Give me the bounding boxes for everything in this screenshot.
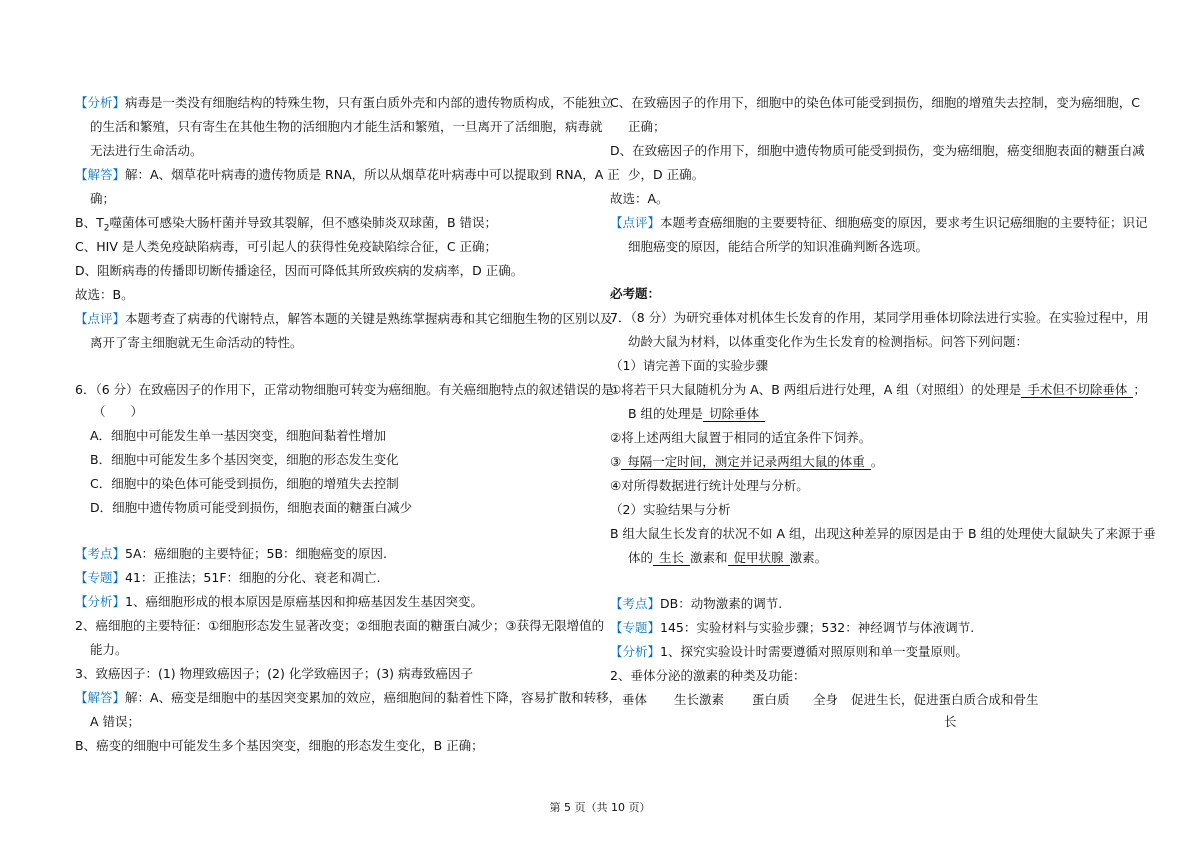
required-section-heading: 必考题： bbox=[610, 286, 661, 301]
q6-analysis-line1: 【分析】1、癌细胞形成的根本原因是原癌基因和抑癌基因发生基因突变。 bbox=[75, 594, 483, 609]
comment-tag: 【点评】 bbox=[75, 311, 126, 326]
q5-answer-line1: 【解答】解：A、烟草花叶病毒的遗传物质是 RNA，所以从烟草花叶病毒中可以提取到 RNA，A 正 bbox=[75, 167, 620, 182]
table-cell-function-line1: 促进生长，促进蛋白质合成和骨生 bbox=[851, 692, 1039, 707]
q5-final-answer: 故选：B。 bbox=[75, 287, 134, 302]
q6-stem-line2: （ ） bbox=[93, 404, 144, 419]
answer-tag: 【解答】 bbox=[75, 167, 126, 182]
analysis-tag: 【分析】 bbox=[610, 644, 661, 659]
analysis-tag: 【分析】 bbox=[75, 95, 126, 110]
q6-analysis-line4: 3、致癌因子：(1) 物理致癌因子；(2) 化学致癌因子；(3) 病毒致癌因子 bbox=[75, 666, 473, 681]
q6-comment-line2: 细胞癌变的原因，能结合所学的知识准确判断各选项。 bbox=[628, 239, 929, 254]
q6-answer-line1: 【解答】解：A、癌变是细胞中的基因突变累加的效应，癌细胞间的黏着性下降，容易扩散和转移， bbox=[75, 690, 622, 705]
q5-option-b: B、$T_2$噬菌体可感染大肠杆菌并导致其裂解，但不感染肺炎双球菌，B 错误； bbox=[75, 215, 498, 234]
knowledge-tag: 【考点】 bbox=[610, 596, 661, 611]
q7-step4: ④对所得数据进行统计处理与分析。 bbox=[610, 478, 809, 493]
q7-analysis-line1: 【分析】1、探究实验设计时需要遵循对照原则和单一变量原则。 bbox=[610, 644, 968, 659]
q6-option-b: B．细胞中可能发生多个基因突变，细胞的形态发生变化 bbox=[90, 452, 399, 467]
answer-tag: 【解答】 bbox=[75, 690, 126, 705]
q7-step1-b: B 组的处理是 切除垂体 bbox=[628, 406, 765, 422]
q7-stem-line1: 7．（8 分）为研究垂体对机体生长发育的作用，某同学用垂体切除法进行实验。在实验过程中，用 bbox=[610, 310, 1149, 325]
comment-tag: 【点评】 bbox=[610, 215, 661, 230]
q7-result-line1: B 组大鼠生长发育的状况不如 A 组，出现这种差异的原因是由于 B 组的处理使大鼠缺失了来源于垂 bbox=[610, 526, 1156, 541]
table-cell-nature: 蛋白质 bbox=[752, 692, 790, 707]
q6-option-d-analysis-line2: 少，D 正确。 bbox=[628, 167, 705, 182]
q7-result-line2: 体的 生长 激素和 促甲状腺 激素。 bbox=[628, 550, 828, 565]
q6-option-c-analysis-line1: C、在致癌因子的作用下，细胞中的染色体可能受到损伤，细胞的增殖失去控制，变为癌细胞，C bbox=[610, 95, 1140, 110]
q6-option-c-analysis-line2: 正确； bbox=[628, 119, 666, 134]
q6-analysis-line3: 能力。 bbox=[90, 642, 128, 657]
q5-analysis-line1: 【分析】病毒是一类没有细胞结构的特殊生物，只有蛋白质外壳和内部的遗传物质构成，不能独立 bbox=[75, 95, 613, 110]
q6-option-d: D．细胞中遗传物质可能受到损伤，细胞表面的糖蛋白减少 bbox=[90, 500, 413, 515]
table-cell-gland: 垂体 bbox=[622, 692, 648, 707]
q5-comment-line2: 离开了寄主细胞就无生命活动的特性。 bbox=[90, 335, 303, 350]
analysis-tag: 【分析】 bbox=[75, 594, 126, 609]
q6-comment-line1: 【点评】本题考查癌细胞的主要要特征、细胞癌变的原因，要求考生识记癌细胞的主要特征；识记 bbox=[610, 215, 1148, 230]
answer-blank-4: 生长 bbox=[653, 550, 690, 566]
answer-blank-2: 切除垂体 bbox=[703, 406, 765, 422]
answer-blank-1: 手术但不切除垂体 bbox=[1021, 382, 1133, 398]
table-cell-hormone: 生长激素 bbox=[674, 692, 725, 707]
q6-answer-line2: A 错误； bbox=[90, 714, 141, 729]
page-footer: 第 5 页（共 10 页） bbox=[549, 801, 651, 814]
q5-analysis-line3: 无法进行生命活动。 bbox=[90, 143, 203, 158]
q5-analysis-line2: 的生活和繁殖，只有寄生在其他生物的活细胞内才能生活和繁殖，一旦离开了活细胞，病毒就 bbox=[90, 119, 603, 134]
topic-tag: 【专题】 bbox=[610, 620, 661, 635]
q6-knowledge-point: 【考点】5A：癌细胞的主要特征；5B：细胞癌变的原因. bbox=[75, 546, 388, 561]
q7-part2-heading: （2）实验结果与分析 bbox=[610, 502, 731, 517]
q6-topic: 【专题】41：正推法；51F：细胞的分化、衰老和凋亡. bbox=[75, 570, 381, 585]
answer-blank-3: 每隔一定时间，测定并记录两组大鼠的体重 bbox=[621, 454, 871, 470]
knowledge-tag: 【考点】 bbox=[75, 546, 126, 561]
q5-option-c: C、HIV 是人类免疫缺陷病毒，可引起人的获得性免疫缺陷综合征，C 正确； bbox=[75, 239, 498, 254]
q5-option-d: D、阻断病毒的传播即切断传播途径，因而可降低其所致疾病的发病率，D 正确。 bbox=[75, 263, 524, 278]
q7-topic: 【专题】145：实验材料与实验步骤；532：神经调节与体液调节. bbox=[610, 620, 975, 635]
topic-tag: 【专题】 bbox=[75, 570, 126, 585]
q7-step1: ①将若干只大鼠随机分为 A、B 两组后进行处理，A 组（对照组）的处理是 手术但不切除垂体 ； bbox=[610, 382, 1146, 397]
q5-comment-line1: 【点评】本题考查了病毒的代谢特点，解答本题的关键是熟练掌握病毒和其它细胞生物的区别以及 bbox=[75, 311, 613, 326]
q7-step2: ②将上述两组大鼠置于相同的适宜条件下饲养。 bbox=[610, 430, 872, 445]
q7-step3: ③ 每隔一定时间，测定并记录两组大鼠的体重 。 bbox=[610, 454, 884, 469]
table-cell-function-line2: 长 bbox=[944, 714, 957, 729]
table-cell-target: 全身 bbox=[813, 692, 839, 707]
answer-blank-5: 促甲状腺 bbox=[728, 550, 790, 566]
q6-analysis-line2: 2、癌细胞的主要特征：①细胞形态发生显著改变；②细胞表面的糖蛋白减少；③获得无限增值的 bbox=[75, 618, 605, 633]
q6-option-c: C．细胞中的染色体可能受到损伤，细胞的增殖失去控制 bbox=[90, 476, 399, 491]
q7-knowledge-point: 【考点】DB：动物激素的调节. bbox=[610, 596, 783, 611]
q5-answer-line2: 确； bbox=[90, 191, 116, 206]
q6-final-answer: 故选：A。 bbox=[610, 191, 669, 206]
q7-part1-heading: （1）请完善下面的实验步骤 bbox=[610, 358, 768, 373]
q6-stem-line1: 6．（6 分）在致癌因子的作用下，正常动物细胞可转变为癌细胞。有关癌细胞特点的叙述错误的是 bbox=[75, 382, 614, 397]
q6-answer-line3: B、癌变的细胞中可能发生多个基因突变，细胞的形态发生变化，B 正确； bbox=[75, 738, 484, 753]
q7-analysis-line2: 2、垂体分泌的激素的种类及功能： bbox=[610, 668, 806, 683]
q6-option-d-analysis-line1: D、在致癌因子的作用下，细胞中遗传物质可能受到损伤，变为癌细胞，癌变细胞表面的糖蛋白减 bbox=[610, 143, 1145, 158]
q6-option-a: A．细胞中可能发生单一基因突变，细胞间黏着性增加 bbox=[90, 428, 387, 443]
q7-stem-line2: 幼龄大鼠为材料，以体重变化作为生长发育的检测指标。问答下列问题： bbox=[628, 334, 1029, 349]
